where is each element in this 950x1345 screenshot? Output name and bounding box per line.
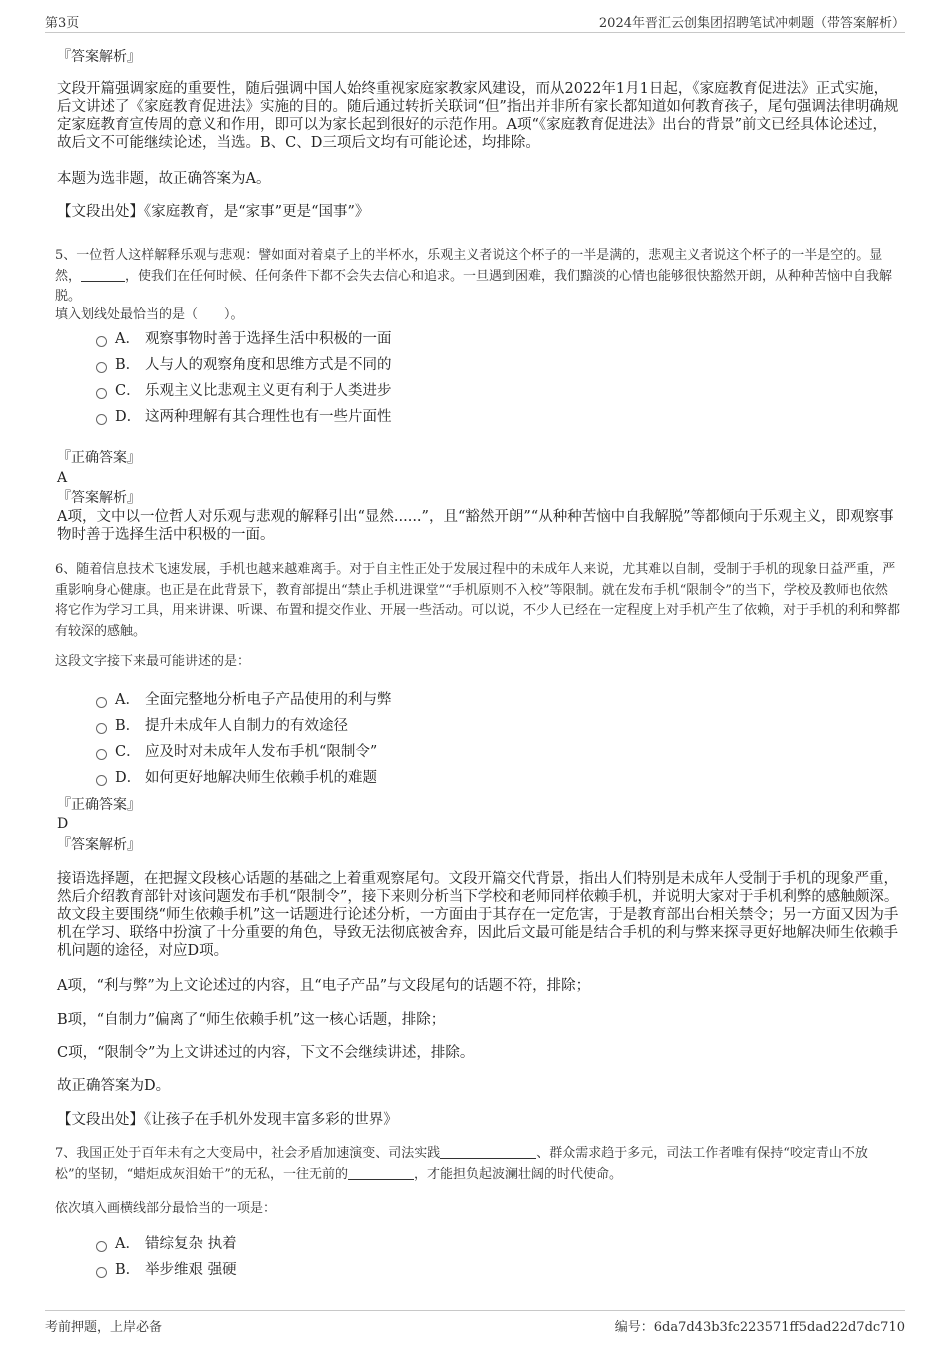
radio-icon[interactable] bbox=[96, 697, 107, 708]
q6-stem: 6、随着信息技术飞速发展，手机也越来越难离手。对于自主性正处于发展过程中的未成年人来说，尤其难以自制，受制于手机的现象日益严重，严重影响身心健康。也正是在此背景下，教育部提出“禁止手机进课堂”“手机原则不入校”等限制。就在发布手机“限制令”的当下，学校及教师也依然将它作为学习工具，用来讲课、听课、布置和提交作业、开展一些活动。可以说，不少人已经在一定程度上对手机产生了依赖，对于手机的利和弊都有较深的感触。 bbox=[55, 562, 901, 639]
page-number: 第3页 bbox=[45, 16, 80, 31]
q6-note-a: A项，“利与弊”为上文论述过的内容，且“电子产品”与文段尾句的话题不符，排除； bbox=[57, 978, 591, 994]
q7-prompt: 依次填入画横线部分最恰当的一项是： bbox=[55, 1201, 277, 1216]
q4-source: 【文段出处】《家庭教育，是“家事”更是“国事”》 bbox=[57, 204, 370, 220]
q7-option-a[interactable]: A． 错综复杂 执着 bbox=[96, 1234, 237, 1254]
q7-blank-2 bbox=[348, 1167, 414, 1180]
document-title: 2024年晋汇云创集团招聘笔试冲刺题（带答案解析） bbox=[598, 16, 905, 31]
q5-option-b[interactable]: B． 人与人的观察角度和思维方式是不同的 bbox=[96, 355, 392, 375]
q6-note-b: B项，“自制力”偏离了“师生依赖手机”这一核心话题，排除； bbox=[57, 1012, 446, 1028]
footer-slogan: 考前押题，上岸必备 bbox=[45, 1320, 163, 1335]
q6-answer-label: 『正确答案』 bbox=[57, 797, 141, 813]
document-id: 编号：6da7d43b3fc223571ff5dad22d7dc710 bbox=[614, 1320, 905, 1335]
page-header bbox=[45, 8, 905, 33]
q5-prompt: 填入划线处最恰当的是（ ）。 bbox=[55, 307, 244, 322]
q5-analysis-label: 『答案解析』 bbox=[57, 490, 141, 506]
q6-analysis-text: 接语选择题，在把握文段核心话题的基础之上着重观察尾句。文段开篇交代背景，指出人们特别是未成年人受制于手机的现象严重，然后介绍教育部针对该问题发布手机“限制令”，接下来则分析当下学校和老师同样依赖手机，并说明大家对于手机利弊的感触颇深。故文段主要围绕“师生依赖手机”这一话题进行论述分析，一方面由于其存在一定危害，于是教育部出台相关禁令；另一方面又因为手机在学习、联络中扮演了十分重要的角色，导致无法彻底被舍弃，因此后文最可能是结合手机的利与弊来探寻更好地解决师生依赖手机问题的途径，对应D项。 bbox=[57, 871, 899, 959]
q6-note-c: C项，“限制令”为上文讲述过的内容，下文不会继续讲述，排除。 bbox=[57, 1045, 475, 1061]
q6-answer: D bbox=[57, 816, 69, 832]
q5-answer: A bbox=[57, 470, 68, 486]
radio-icon[interactable] bbox=[96, 775, 107, 786]
q7-stem-part3: ，才能担负起波澜壮阔的时代使命。 bbox=[413, 1166, 622, 1182]
q5-analysis-text: A项，文中以一位哲人对乐观与悲观的解释引出“显然......”，且“豁然开朗”“从种种苦恼中自我解脱”等都倾向于乐观主义，即观察事物时善于选择生活中积极的一面。 bbox=[57, 509, 894, 543]
radio-icon[interactable] bbox=[96, 414, 107, 425]
q4-conclusion: 本题为选非题，故正确答案为A。 bbox=[57, 171, 271, 187]
q6-prompt: 这段文字接下来最可能讲述的是： bbox=[55, 654, 251, 669]
q7-option-b[interactable]: B． 举步维艰 强硬 bbox=[96, 1260, 237, 1280]
q5-blank bbox=[81, 269, 125, 282]
q5-stem-part1: 5、一位哲人这样解释乐观与悲观：譬如面对着桌子上的半杯水，乐观主义者说这个杯子的一半是满的，悲观主义者说这个杯子的一半是空的。显然， bbox=[55, 248, 883, 284]
q6-option-c[interactable]: C． 应及时对未成年人发布手机“限制令” bbox=[96, 742, 377, 762]
q5-stem-part2: ，使我们在任何时候、任何条件下都不会失去信心和追求。一旦遇到困难，我们黯淡的心情也能够很快豁然开朗，从种种苦恼中自我解脱。 bbox=[55, 268, 893, 304]
page-footer bbox=[45, 1310, 905, 1337]
q6-option-a[interactable]: A． 全面完整地分析电子产品使用的利与弊 bbox=[96, 690, 392, 710]
q6-analysis-label: 『答案解析』 bbox=[57, 837, 141, 853]
q5-stem bbox=[55, 246, 900, 308]
q6-option-d[interactable]: D． 如何更好地解决师生依赖手机的难题 bbox=[96, 768, 377, 788]
q4-analysis-text: 文段开篇强调家庭的重要性，随后强调中国人始终重视家庭家教家风建设，而从2022年1月1日起，《家庭教育促进法》正式实施，后文讲述了《家庭教育促进法》实施的目的。随后通过转折关联词“但”指出并非所有家长都知道如何教育孩子，尾句强调法律明确规定家庭教育宣传周的意义和作用，即可以为家长起到很好的示范作用。A项“《家庭教育促进法》出台的背景”前文已经具体论述过，故后文不可能继续论述，当选。B、C、D三项后文均有可能论述，均排除。 bbox=[57, 81, 899, 151]
q5-option-a[interactable]: A． 观察事物时善于选择生活中积极的一面 bbox=[96, 329, 392, 349]
radio-icon[interactable] bbox=[96, 723, 107, 734]
radio-icon[interactable] bbox=[96, 388, 107, 399]
q5-answer-label: 『正确答案』 bbox=[57, 450, 141, 466]
q5-option-c[interactable]: C． 乐观主义比悲观主义更有利于人类进步 bbox=[96, 381, 392, 401]
q7-stem bbox=[55, 1144, 900, 1185]
q6-option-b[interactable]: B． 提升未成年人自制力的有效途径 bbox=[96, 716, 348, 736]
radio-icon[interactable] bbox=[96, 1241, 107, 1252]
q5-option-d[interactable]: D． 这两种理解有其合理性也有一些片面性 bbox=[96, 407, 392, 427]
q4-analysis-label: 『答案解析』 bbox=[57, 49, 141, 65]
q7-blank-1 bbox=[440, 1146, 536, 1159]
q6-conclusion: 故正确答案为D。 bbox=[57, 1078, 171, 1094]
radio-icon[interactable] bbox=[96, 1267, 107, 1278]
radio-icon[interactable] bbox=[96, 749, 107, 760]
radio-icon[interactable] bbox=[96, 362, 107, 373]
q7-stem-part1: 7、我国正处于百年未有之大变局中，社会矛盾加速演变、司法实践 bbox=[55, 1146, 441, 1161]
radio-icon[interactable] bbox=[96, 336, 107, 347]
q7-stem-part2: 、群众需求趋于多元，司法工作者唯有保持“咬定青山不放松”的坚韧，“蜡炬成灰泪始干”的无私，一往无前的 bbox=[55, 1146, 868, 1182]
q6-source: 【文段出处】《让孩子在手机外发现丰富多彩的世界》 bbox=[57, 1112, 398, 1128]
